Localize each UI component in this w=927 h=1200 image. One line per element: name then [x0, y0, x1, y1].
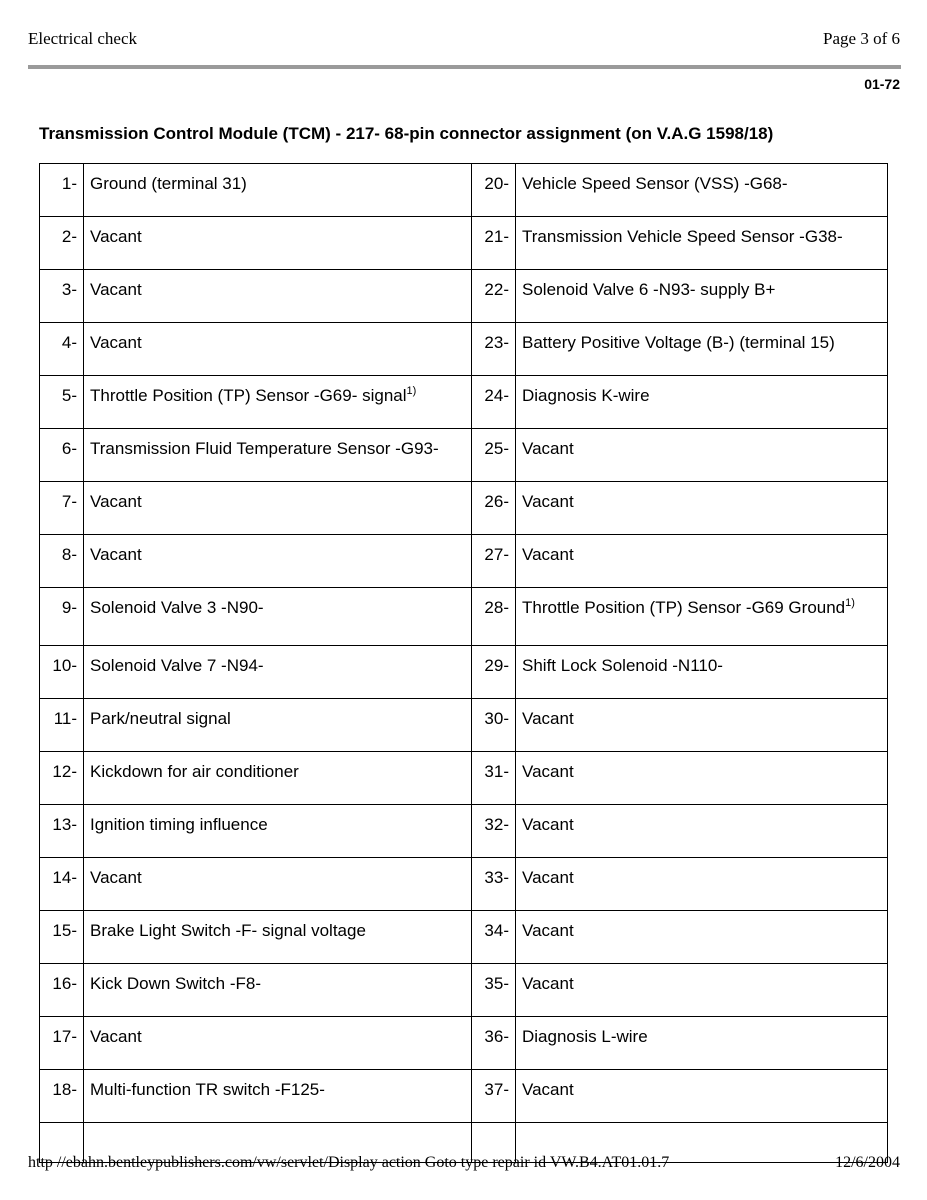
- pin-number-right-text: 30-: [484, 709, 509, 728]
- pin-description-right-text: Vacant: [522, 545, 574, 564]
- pin-description-right: [516, 482, 888, 535]
- pin-description-right: [516, 858, 888, 911]
- pin-number-right-text: 27-: [484, 545, 509, 564]
- footer-url: http //ebahn.bentleypublishers.com/vw/servlet/Display action Goto type repair id VW.B4.AT01.01.7: [28, 1154, 670, 1171]
- pin-description-right: [516, 323, 888, 376]
- footnote-marker: 1): [845, 597, 855, 609]
- footnote-marker: 1): [406, 385, 417, 397]
- pin-description-right: [516, 376, 888, 429]
- pin-number-right: [472, 535, 516, 588]
- pin-description-left-text: Ignition timing influence: [90, 815, 268, 834]
- pin-description-right: [516, 588, 888, 646]
- pin-number-right: [472, 429, 516, 482]
- pin-number-left: [40, 1017, 84, 1070]
- pin-description-left-text: Multi-function TR switch -F125-: [90, 1080, 325, 1099]
- pin-description-right-text: Diagnosis K-wire: [522, 386, 650, 405]
- pin-number-right: [472, 752, 516, 805]
- pin-description-right: [516, 699, 888, 752]
- pin-number-left: [40, 858, 84, 911]
- pin-number-left-text: 10-: [52, 656, 77, 675]
- header-rule: [28, 65, 901, 69]
- pin-number-left-text: 16-: [52, 974, 77, 993]
- pin-description-left: [84, 646, 472, 699]
- pin-description-left: [84, 164, 472, 217]
- pin-description-left: [84, 323, 472, 376]
- table-row: [40, 858, 888, 911]
- pin-number-right: [472, 1017, 516, 1070]
- pin-description-left-text: Brake Light Switch -F- signal voltage: [90, 921, 366, 940]
- pin-number-right-text: 22-: [484, 280, 509, 299]
- table-row: [40, 1070, 888, 1123]
- pin-description-right: [516, 752, 888, 805]
- pin-description-right-text: Vacant: [522, 921, 574, 940]
- table-row: [40, 588, 888, 646]
- pin-number-right-text: 31-: [484, 762, 509, 781]
- pin-number-left-text: 11-: [53, 709, 77, 728]
- table-row: [40, 323, 888, 376]
- pin-description-left: [84, 752, 472, 805]
- section-code: 01-72: [864, 76, 900, 92]
- table-row: [40, 911, 888, 964]
- connector-table: [39, 163, 888, 1163]
- pin-number-right: [472, 699, 516, 752]
- pin-number-left-text: 4-: [61, 333, 77, 352]
- pin-number-right: [472, 164, 516, 217]
- pin-description-left: [84, 535, 472, 588]
- pin-description-right-text: Vacant: [522, 1080, 574, 1099]
- pin-description-right: [516, 805, 888, 858]
- pin-description-left-text: Vacant: [90, 333, 142, 352]
- pin-number-right: [472, 588, 516, 646]
- table-row: [40, 752, 888, 805]
- pin-number-left: [40, 482, 84, 535]
- table-row: [40, 646, 888, 699]
- pin-description-left: [84, 699, 472, 752]
- pin-number-left-text: 17-: [52, 1027, 77, 1046]
- pin-number-right-text: 32-: [484, 815, 509, 834]
- pin-number-right: [472, 323, 516, 376]
- pin-description-left: [84, 429, 472, 482]
- footer-date: 12/6/2004: [835, 1154, 900, 1171]
- pin-number-left-text: 5-: [61, 386, 77, 405]
- pin-description-left: [84, 588, 472, 646]
- pin-description-right-text: Battery Positive Voltage (B-) (terminal 15): [522, 333, 835, 352]
- pin-number-left: [40, 429, 84, 482]
- pin-description-right-text: Vacant: [522, 762, 574, 781]
- pin-description-right: [516, 217, 888, 270]
- pin-description-right-text: Vacant: [522, 974, 574, 993]
- pin-number-right-text: 20-: [484, 174, 509, 193]
- pin-description-left-text: Vacant: [90, 227, 142, 246]
- pin-number-left-text: 7-: [61, 492, 77, 511]
- pin-description-right: [516, 911, 888, 964]
- page-footer: [28, 1154, 900, 1172]
- table-row: [40, 270, 888, 323]
- pin-description-left-text: Vacant: [90, 545, 142, 564]
- pin-number-right-text: 28-: [484, 598, 509, 617]
- pin-number-right: [472, 964, 516, 1017]
- table-row: [40, 1017, 888, 1070]
- pin-number-left: [40, 646, 84, 699]
- pin-description-left-text: Vacant: [90, 868, 142, 887]
- pin-description-right-text: Vacant: [522, 439, 574, 458]
- pin-description-left-text: Vacant: [90, 280, 142, 299]
- pin-number-right: [472, 805, 516, 858]
- pin-number-left-text: 2-: [61, 227, 77, 246]
- pin-number-left-text: 8-: [61, 545, 77, 564]
- pin-description-right-text: Vacant: [522, 868, 574, 887]
- pin-description-left-text: Solenoid Valve 7 -N94-: [90, 656, 264, 675]
- pin-number-left-text: 12-: [52, 762, 77, 781]
- pin-number-right-text: 34-: [484, 921, 509, 940]
- pin-number-right: [472, 270, 516, 323]
- pin-description-left-text: Ground (terminal 31): [90, 174, 247, 193]
- pin-description-right-text: Vacant: [522, 815, 574, 834]
- pin-description-left-text: Kick Down Switch -F8-: [90, 974, 261, 993]
- pin-description-right: [516, 964, 888, 1017]
- pin-description-left: [84, 1070, 472, 1123]
- table-row: [40, 699, 888, 752]
- pin-description-left-text: Vacant: [90, 492, 142, 511]
- pin-description-right-text: Vacant: [522, 492, 574, 511]
- pin-description-right: [516, 164, 888, 217]
- document-title: Electrical check: [28, 29, 138, 48]
- pin-number-left-text: 13-: [52, 815, 77, 834]
- pin-number-left: [40, 964, 84, 1017]
- pin-description-right: [516, 270, 888, 323]
- pin-number-right: [472, 646, 516, 699]
- pin-description-left-text: Solenoid Valve 3 -N90-: [90, 598, 264, 617]
- pin-number-right: [472, 911, 516, 964]
- pin-number-left: [40, 217, 84, 270]
- pin-description-left: [84, 805, 472, 858]
- pin-description-left-text: Kickdown for air conditioner: [90, 762, 299, 781]
- pin-number-right-text: 24-: [484, 386, 509, 405]
- table-row: [40, 482, 888, 535]
- pin-number-right-text: 23-: [484, 333, 509, 352]
- pin-description-right-text: Throttle Position (TP) Sensor -G69 Ground: [522, 598, 846, 617]
- pin-description-left: [84, 964, 472, 1017]
- table-row: [40, 805, 888, 858]
- pin-description-left: [84, 217, 472, 270]
- pin-number-right: [472, 1070, 516, 1123]
- pin-number-left-text: 1-: [61, 174, 77, 193]
- pin-number-left-text: 3-: [61, 280, 77, 299]
- pin-number-right: [472, 858, 516, 911]
- pin-number-right: [472, 482, 516, 535]
- pin-description-left-text: Vacant: [90, 1027, 142, 1046]
- pin-number-right: [472, 217, 516, 270]
- section-heading: Transmission Control Module (TCM) - 217- 68-pin connector assignment (on V.A.G 1598/18): [39, 124, 774, 143]
- pin-number-left: [40, 588, 84, 646]
- pin-description-left: [84, 911, 472, 964]
- pin-number-right: [472, 376, 516, 429]
- pin-number-left: [40, 535, 84, 588]
- pin-description-left: [84, 482, 472, 535]
- pin-description-right: [516, 429, 888, 482]
- pin-description-right: [516, 535, 888, 588]
- pin-description-left-text: Throttle Position (TP) Sensor -G69- signal: [90, 386, 407, 405]
- table-row: [40, 535, 888, 588]
- table-row: [40, 964, 888, 1017]
- pin-number-left: [40, 805, 84, 858]
- pin-number-left-text: 15-: [52, 921, 77, 940]
- pin-description-right-text: Vehicle Speed Sensor (VSS) -G68-: [522, 174, 788, 193]
- pin-number-left: [40, 911, 84, 964]
- pin-description-right-text: Solenoid Valve 6 -N93- supply B+: [522, 280, 776, 299]
- pin-number-right-text: 37-: [484, 1080, 509, 1099]
- pin-description-right: [516, 646, 888, 699]
- pin-number-left-text: 6-: [61, 439, 77, 458]
- pin-number-right-text: 29-: [484, 656, 509, 675]
- pin-number-right-text: 21-: [484, 227, 509, 246]
- pin-description-right-text: Transmission Vehicle Speed Sensor -G38-: [522, 227, 843, 246]
- pin-description-left-text: Park/neutral signal: [90, 709, 231, 728]
- pin-number-left: [40, 323, 84, 376]
- pin-number-left: [40, 376, 84, 429]
- page-number: Page 3 of 6: [823, 29, 900, 48]
- pin-number-left-text: 14-: [52, 868, 77, 887]
- pin-number-right-text: 26-: [484, 492, 509, 511]
- pin-description-right-text: Diagnosis L-wire: [522, 1027, 648, 1046]
- pin-description-right: [516, 1070, 888, 1123]
- table-row: [40, 429, 888, 482]
- pin-description-left: [84, 270, 472, 323]
- pin-number-left-text: 18-: [52, 1080, 77, 1099]
- pin-number-right-text: 33-: [484, 868, 509, 887]
- pin-number-left: [40, 1070, 84, 1123]
- pin-number-left-text: 9-: [61, 598, 77, 617]
- pin-description-left: [84, 1017, 472, 1070]
- table-row: [40, 164, 888, 217]
- pin-number-left: [40, 699, 84, 752]
- pin-number-left: [40, 752, 84, 805]
- pin-description-left: [84, 858, 472, 911]
- table-row: [40, 376, 888, 429]
- pin-number-right-text: 36-: [484, 1027, 509, 1046]
- pin-description-right-text: Vacant: [522, 709, 574, 728]
- pin-number-right-text: 35-: [484, 974, 509, 993]
- pin-description-left-text: Transmission Fluid Temperature Sensor -G93-: [90, 439, 439, 458]
- pin-number-left: [40, 270, 84, 323]
- table-row: [40, 217, 888, 270]
- pin-description-left: [84, 376, 472, 429]
- pin-description-right: [516, 1017, 888, 1070]
- pin-description-right-text: Shift Lock Solenoid -N110-: [522, 656, 723, 675]
- pin-number-left: [40, 164, 84, 217]
- pin-number-right-text: 25-: [484, 439, 509, 458]
